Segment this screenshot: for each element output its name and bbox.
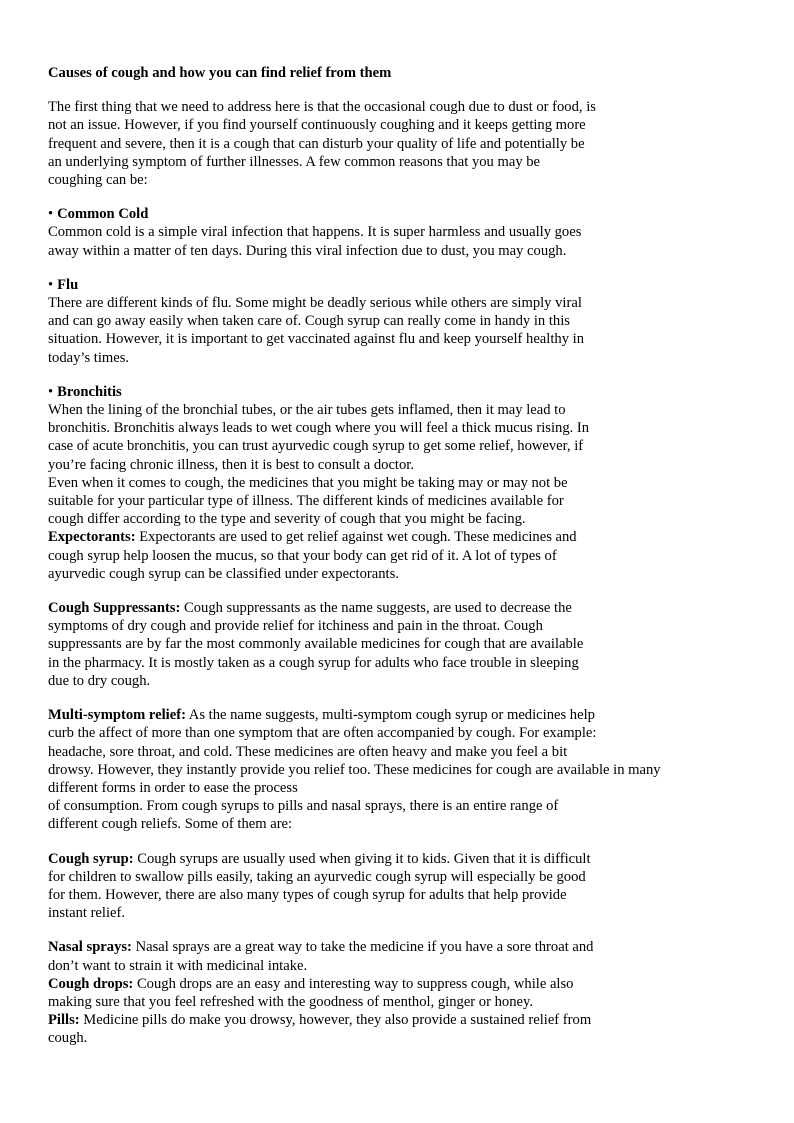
cough-syrup-label: Cough syrup:: [48, 850, 134, 867]
bullet-icon: •: [48, 276, 54, 293]
cause-line: away within a matter of ten days. During this viral infection due to dust, you may cough.: [48, 242, 567, 259]
bullet-icon: •: [48, 206, 54, 223]
multi-symptom-line: of consumption. From cough syrups to pills and nasal sprays, there is an entire range of: [48, 798, 559, 815]
pills-paragraph: Pills: Medicine pills do make you drowsy, however, they also provide a sustained relief from: [48, 1012, 592, 1029]
pills-line: cough.: [48, 1030, 88, 1047]
multi-symptom-label: Multi-symptom relief:: [48, 707, 186, 724]
nasal-sprays-line: don’t want to strain it with medicinal intake.: [48, 957, 308, 974]
expectorants-line: ayurvedic cough syrup can be classified under expectorants.: [48, 565, 399, 582]
cough-syrup-line: for children to swallow pills easily, taking an ayurvedic cough syrup will especially be good: [48, 868, 586, 885]
intro-line: frequent and severe, then it is a cough that can disturb your quality of life and potentially be: [48, 135, 585, 152]
expectorants-paragraph: Expectorants: Expectorants are used to get relief against wet cough. These medicines and: [48, 529, 577, 546]
expectorants-label: Expectorants:: [48, 529, 136, 546]
cause-line: situation. However, it is important to get vaccinated against flu and keep yourself healthy in: [48, 331, 584, 348]
cause-line: cough differ according to the type and severity of cough that you might be facing.: [48, 511, 526, 528]
cause-line: bronchitis. Bronchitis always leads to wet cough where you will feel a thick mucus rising. In: [48, 420, 590, 437]
cause-heading-common-cold: • Common Cold: [48, 206, 149, 223]
cause-line: case of acute bronchitis, you can trust ayurvedic cough syrup to get some relief, however, if: [48, 438, 584, 455]
cough-drops-paragraph: Cough drops: Cough drops are an easy and interesting way to suppress cough, while also: [48, 975, 574, 992]
cause-line: today’s times.: [48, 349, 130, 366]
cough-syrup-line: instant relief.: [48, 905, 125, 922]
cause-line: There are different kinds of flu. Some might be deadly serious while others are simply viral: [48, 295, 582, 312]
cause-line: suitable for your particular type of illness. The different kinds of medicines available for: [48, 493, 564, 510]
suppressants-paragraph: Cough Suppressants: Cough suppressants as the name suggests, are used to decrease the: [48, 600, 572, 617]
cough-drops-line: making sure that you feel refreshed with the goodness of menthol, ginger or honey.: [48, 993, 533, 1010]
document-page: [48, 64, 748, 1048]
nasal-sprays-paragraph: Nasal sprays: Nasal sprays are a great way to take the medicine if you have a sore throat and: [48, 939, 594, 956]
multi-symptom-paragraph: Multi-symptom relief: As the name suggests, multi-symptom cough syrup or medicines help: [48, 707, 595, 724]
cause-heading-bronchitis: • Bronchitis: [48, 383, 122, 400]
multi-symptom-line: curb the affect of more than one symptom that are often accompanied by cough. For example:: [48, 725, 597, 742]
cause-line: you’re facing chronic illness, then it is best to consult a doctor.: [48, 456, 414, 473]
suppressants-line: due to dry cough.: [48, 672, 151, 689]
nasal-sprays-label: Nasal sprays:: [48, 939, 132, 956]
bullet-icon: •: [48, 383, 54, 400]
document-title: Causes of cough and how you can find relief from them: [48, 65, 392, 81]
cough-drops-label: Cough drops:: [48, 975, 134, 992]
cause-line: Common cold is a simple viral infection that happens. It is super harmless and usually goes: [48, 224, 582, 241]
cause-line: and can go away easily when taken care of. Cough syrup can really come in handy in this: [48, 313, 570, 330]
multi-symptom-line: different cough reliefs. Some of them are:: [48, 816, 293, 833]
cause-line: Even when it comes to cough, the medicines that you might be taking may or may not be: [48, 474, 568, 491]
multi-symptom-line: headache, sore throat, and cold. These medicines are often heavy and make you feel a bit: [48, 743, 568, 760]
multi-symptom-line: different forms in order to ease the process: [48, 779, 298, 796]
pills-label: Pills:: [48, 1012, 80, 1029]
cause-heading-flu: • Flu: [48, 276, 79, 293]
intro-line: not an issue. However, if you find yourself continuously coughing and it keeps getting more: [48, 117, 586, 134]
intro-line: an underlying symptom of further illnesses. A few common reasons that you may be: [48, 153, 541, 170]
expectorants-line: cough syrup help loosen the mucus, so that your body can get rid of it. A lot of types of: [48, 547, 557, 564]
intro-line: The first thing that we need to address here is that the occasional cough due to dust or food, is: [48, 99, 596, 116]
multi-symptom-line: drowsy. However, they instantly provide you relief too. These medicines for cough are available in many: [48, 761, 661, 778]
suppressants-line: symptoms of dry cough and provide relief for itchiness and pain in the throat. Cough: [48, 618, 543, 635]
suppressants-line: suppressants are by far the most commonly available medicines for cough that are available: [48, 636, 584, 653]
intro-line: coughing can be:: [48, 172, 148, 189]
cough-syrup-line: for them. However, there are also many types of cough syrup for adults that help provide: [48, 886, 567, 903]
suppressants-line: in the pharmacy. It is mostly taken as a cough syrup for adults who face trouble in sleeping: [48, 654, 579, 671]
cough-syrup-paragraph: Cough syrup: Cough syrups are usually used when giving it to kids. Given that it is difficult: [48, 850, 591, 867]
cause-line: When the lining of the bronchial tubes, or the air tubes gets inflamed, then it may lead to: [48, 402, 566, 419]
suppressants-label: Cough Suppressants:: [48, 600, 181, 617]
